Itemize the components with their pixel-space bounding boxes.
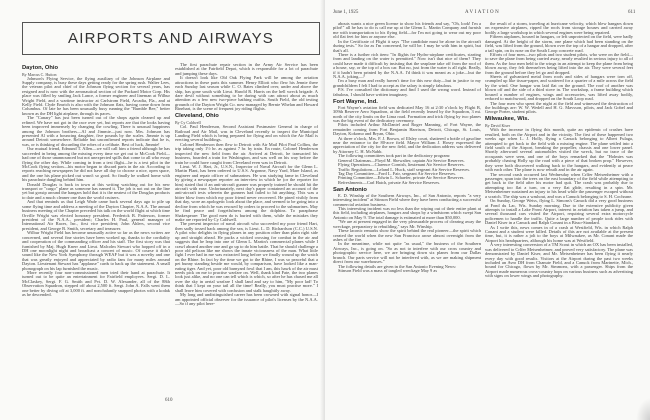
article-paragraph: General Chairman—Floyd M. Shewalter, captain Air Service Reserves. xyxy=(338,157,465,163)
article-paragraph: abouts wants a nice green license to show his friends and say, "Oh, look! I'm a pilot!" all he has to do is call me up at the Glenn L. Martin Company and furnish me with transportation to his flying field—for I'm not going to wear out my poor old flat feet for him or anyone else. xyxy=(333,22,481,40)
running-date: June 1, 1925 xyxy=(333,10,359,15)
article-paragraph: E. D. Winship of the Southern Airways, Inc., of San Antonio, reports "a very interesting incident" at Stinson Field where they have been conducting a successful commercial aviation business. xyxy=(333,192,481,207)
page-number-left: 610 xyxy=(165,398,173,403)
article-paragraph: Tag Day Committee—Ford L. Fair, sergeant Air Service Reserves. xyxy=(338,171,457,176)
article-paragraph: "We are at present engaged in the very pleasurable process of clearing away the wreckage, preparatory to rebuilding," says Mr. Winship. xyxy=(333,219,481,229)
page-corner-shadow xyxy=(636,398,650,420)
article-paragraph: Flying Operations—Clarence Cornish, lieutenant Air Service Reserves. xyxy=(338,162,465,168)
article-paragraph: In the meantime, while not quite "as usual," the business of the Southern Airways, Inc., is going on. "So as not to interfere with our cross country and photographic service here, we are bringing down six planes from our Dallas branch. Our parts service will not be interfered with, as we are making shipment direct from our warehouses." xyxy=(333,241,481,265)
article-paragraph: Wilbur Wright Field has become unusually active so far as the news writers are concerned, and several fine stories have been worked up, thanks to the cordiality and cooperation of the commanding officer and his staff. The first story was that furnished by Maj. Hugh Knerr and Lieut. Malcolm Stewart who hopped off in a DH one moonlight night and broadcast a concert of music. Of course it didn't sound like the New York Symphony through WEAF but it was a novelty and one that was greatly enjoyed and appreciated by radio fans for many miles around Dayton. Lieutenant Stewart has "applause" cards to back up the statement. A small phonograph on his lap furnished the music. xyxy=(22,230,170,271)
article-paragraph: In the Certificate of Flight it says "The candidate must be alone in the aircraft during tests." So far as I'm concerned, he will be. I may be with him in spirit, but that's all. xyxy=(333,38,481,53)
article-paragraph: Sheets of galvanized metal from roofs and sides of hangars were torn off, crumpled up like tissue-paper, and scattered for a quarter of a mile across the field by the wind. One hangar was laid flat on the ground. The roof of another was blown off and the side of a third stove in. The workshop, a frame building which housed a number of engines, wings and accessories, was lifted away bodily, reduced to matchwood, and dropped on the South Loop road. xyxy=(485,74,633,102)
article-paragraph: Col. Paul Henderson, Second Assistant Postmaster General in charge of Railroad and Air Mail, was in Cleveland recently to inspect the Municipal Landing Field which is being prepared for flying and on which the Air Mail is erecting several buildings. xyxy=(175,124,318,143)
article-paragraph: Donald Douglas is back in town at this writing watching out for his new transport or "cargo" plane as someone has named it. The job is not out on the line yet but gossip around the hangars hold that it is the neatest of the Douglas products to date and a much cleaner one than the world cruisers. xyxy=(22,181,170,200)
article-paragraph: More recently four non-commissioned men tried their hand at parachute. It turned out to be quite an entertainment for Fairfield employees. Sergt. D. L. McClaskey, Sergt. F. G. Smith and Pvt. D. W. Alexander, all of the 88th Observation Squadron, stepped off about 2,500 ft. Sergt. John A. Falls went them one better by diving off at 3,000 ft. and nonchalantly snapped photos with a kodak as he descended. xyxy=(22,270,170,298)
article-paragraph: The following details are given in the San Antonio Evening News: xyxy=(338,263,457,269)
page-number-right: 611 xyxy=(628,10,636,15)
article-paragraph: On Sunday, George Weiss, flying L. Simons's Canuck did a very good business at Fond du Lac, Wis. Sunday morning. Due to the extensive publicity given attempts to install a Lake Front Airport, interest in aviation has taken a jump, and several thousand cars visited the Airport, requiring several extra motorcycle policemen to handle the traffic. Quite a large number of people took rides with Daniel Kiser in a Canuck and Ralph Conant in a Bisso-Standard. xyxy=(485,198,633,226)
article-paragraph: The present inspector of naval aircraft who succeeded my poor friend Hart, then sadly tossed back among the sea, is Lieut. L. D. Richardson (C.C.) U.S.N. A pilot who delights in flying planes in any position other than plain right side up and straight ahead. He packs a wicked crossing for combat in the air and suggests that he leap into one of Glenn L. Martin's commercial planes while I crawl aboard another one and go up to do him battle. That he should challenge a poor old pelican like me shows the innate viciousness of the man. What little fight I ever had in me was extracted long before we finally wound up the watch on the Rhine. In fact by the time we got to the Rhine, I was so peaceful that a pet bunny standing beside me would, by comparison, have looked like a man-eating tiger. And yet, poor old barnyard fowl that I am, this hawk of the air must needs pick on me to practise warfare on. Well, thank kind Fate, the two planes look just alike, and no one can tell which is which, so after he has chased me all over the sky in aerial warfare I shall land and say to him, "My poor lad! To think that I kept on your tail all the time! Really, you must practise more." I shall leave him covered with confusion and stalk haughtily away. xyxy=(175,221,318,293)
article-paragraph: A very interesting conversion of a TM Scout in which an OX has been installed, was delivered to Crlfer Meisenheimer, and proved very satisfactory. The plane was demonstrated by Daniel Kiser, and Mr. Meisenheimer has been flying it nearly every day with good results. Visitors at the Airport during the past two weeks included an Avro DH from Chanute Field, and a Canuck from Marinette, Mich., bound for Chicago, flown by Mr. Simmons, with a passenger. Ships from the Airport made numerous cross-country hops on various business such as advertising with signs on lower wings and photography. xyxy=(485,242,633,279)
article-paragraph: Stinson Field was a mass of tangled wreckage May 9 as xyxy=(338,267,438,273)
article-paragraph: As I write this, news comes in of a crash at Westfield, Wis. in which Ralph Conant and a student were killed. Details of this are not available at the present time, but, it is rather a jolt to the boys at Milwaukee, as Mr. Conant made the Airport his headquarters, although his home was at Westfield. xyxy=(485,224,633,243)
article-paragraph: I'm a busy man and really haven't time for this new duty—but in justice to my grandchildren I felt I had to accept as the salary is simply fabulous. xyxy=(333,78,481,88)
article-paragraph: This interesting incident was no less than the wiping out of their entire plant at this field, including airplanes, hangars and shops by a windstorm which swept San Antonio on May 9. The total damage is estimated at more than $50,000. xyxy=(333,206,481,220)
article-paragraph: The four men who spent the night at the field and witnessed the destruction of the buildings are: W. W. Wedell and H. G. Mavsson, pilots, and Jack Gobel and George Porter, student pilots. xyxy=(485,100,633,115)
article-paragraph: the result of a storm, traveling at hurricane velocity, which blew hangars down on expensive airplanes, ripped the roofs from storage houses and carried away bodily a large workshop in which several engines were being repaired. xyxy=(485,22,633,35)
section-title-box xyxy=(22,22,320,55)
article-paragraph: The "Canary" has just been turned out of the shops again cleaned up and refined. We have not got in the race over yet, but reports are that the looks having been improved immensely by changing the cowling. There is unusual happiness among the Johnson brothers—Al and Jimmie—just now. Mrs. Johnson has presented Al with a bouncing daughter, five pounds by the scales. Jimmie is up around Detroit somewhere. Reliable but unconfirmed reports indicate that he is, was, or is thinking of discarding the robes of a celibate. Best of luck, Jimmie! xyxy=(22,115,170,147)
article-heading: Fort Wayne, Ind. xyxy=(333,98,378,105)
article-paragraph: Fifteen airplanes, housed in hangars, or left unprotected on the field, were badly damaged. At the height of the storm, one plane which had been standing on the field, was lifted from the ground, blown over the top of a hangar and dropped, after a tail spin, on its nose on the South Loop concrete road. xyxy=(485,34,633,53)
article-paragraph: Traffic Regulations—Leland L. Huck, staff sergeant Air Service Reserves. xyxy=(338,166,471,172)
article-heading: Dayton, Ohio xyxy=(22,64,59,71)
article-byline: By David Kiser xyxy=(485,123,511,129)
article-paragraph: At three o'clock, Mrs. F. J. Brown, of Illsley court, shattered a bottle of gasoline near the entrance to the 80-acre field. Mayor William J. Hosey expressed the appreciation of the city for the new field, and the dedication address was delivered by Attorney C. H. McNabb. xyxy=(333,135,481,154)
article-paragraph: Lieut. W. J. Hart, Jr., U.S.N., Inspector of Naval Aircraft for the Glenn L. Martin Plant, has been ordered to U.S.S. Argonne, Navy Yard, Mare Island, as engineer and repair officer of submarines. He was studying fame in Cleveland by giving a newspaper reporter an interview in which he (or the reporter for him) stated that if an anti-aircraft gunner was properly trained he should hit the aircraft with ease. Unfortunately, next day's paper contained an account of the anti-aircraft tests wherein the gunners had failed to hit anything. This was a bitter blow from which my poor friend never recovered. He pined visibly from that day, wore an apologetic look about the place, and seemed to be going into a decline from which he was rescued by orders to proceed to the submarines. May he find peace and forgetfulness among the dolphins. To paraphrase Shakespeare: The good men do is buried with them, while the mistakes they make are reported by Cy Caldwell. xyxy=(175,163,318,222)
left-page-column-2 xyxy=(175,63,318,393)
article-paragraph: Printing Committee—Edwin L. Schaefer, private Air Service Reserves. xyxy=(338,175,465,181)
article-paragraph: These laconic remarks show the spirit behind the real pioneer—the spirit which created the world when the new San Francisco arose almost overnight from the ashes of the fire. xyxy=(333,228,481,242)
article-paragraph: And that reminds us that Leigh Wade came back several days ago to pile up some flying time and address a meeting of the Dayton Chapter, N.A.A. The annual business meeting of the Chapter preceded his talk on the world flight at which time Orville Wright was elected honorary president. Frederick B. Patterson, former president of the N.A.A., president; Charles H. Paul, general manager of International Air Races, Inc., first vice president; John Ahlers, second vice president, and George B. Smith, secretary and treasurer. xyxy=(22,199,170,231)
section-title: AIRPORTS AND AIRWAYS xyxy=(68,30,274,47)
article-byline: By Cy Caldwell xyxy=(175,120,201,126)
article-paragraph: It doesn't look like Old Oak Flying Park will be among the aviation attractions in these parts this summer. Henry Elliott who flew his Jennie there each Sunday last season while C. O. Bates climbed over, under and above the ship, has gone south with Lieut. Harold R. Harris on the hell wreck brigade. A dare devil without something to be daring with can attract about as much attention as a few new two-piece bathing outfits. South Field, the old testing grounds of the Dayton Wright Co. now managed by Bernie Whelan and Howard Rinehart, is the scene of frequent joy riding flights. xyxy=(175,75,318,112)
article-paragraph: Efforts of four men—two pilots and two student pilots, who were on the field—to save the plane from being carried away, nearly resulted in serious injury to all of them. As the four men held to the wings in an attempt to keep the plane from being blown away, they felt themselves being lifted into the air. They were several feet from the ground before they let go and dropped. xyxy=(485,51,633,75)
article-paragraph: There is a further rich item: "In flights for Hydro-airplane certificates, starting from and landing on the water is permitted." Now isn't that nice of them? They could have made it difficult by insisting that the seaplane take off from the roof of a house, say, or the top of a box car. But no, just from the water is all right. Really, if it hadn't been printed by the N.A.A. I'd think it was meant as a joke—but the N.A.A. joking—? xyxy=(333,51,481,80)
right-page xyxy=(325,0,650,420)
article-paragraph: P.S. I've consulted the dictionary and find I used the wrong word. Instead of fabulous, I should have written imaginary. xyxy=(333,87,481,97)
article-byline: By Marcus C. Hutton xyxy=(22,71,57,77)
running-title: AVIATION xyxy=(465,10,501,15)
article-paragraph: Pilots included Arthur McDaniel and Roger Manning, of Fort Wayne, the remainder coming from Fort Benjamin Harrison, Detroit, Chicago, St. Louis, Dayton, Kokomo and Bryan, Ohio. xyxy=(333,122,481,137)
article-paragraph: Colonel Henderson then flew to Detroit with Air Mail Pilot Paul Collins, the trip taking only 1½ hr. as against 7 hr. by train. En route, Colonel Henderson inspected the new field from the air. Arrived at Detroit, he transacted his business, boarded a train for Washington, and was well on his way before the train he could have caught from Cleveland even was in Detroit. xyxy=(175,141,318,165)
article-paragraph: The following committees took part in the dedicatory program: xyxy=(338,153,451,159)
article-paragraph: Refreshments—Carl Hatch, private Air Service Reserves. xyxy=(338,179,441,185)
article-paragraph: With the increase in flying this month, quite an epidemic of crashes have resulted, both on the Airport and in the vicinity. The first of these happened two weeks ago when L. J. Holly, flying a Canuck belonging to Albert Fulaga, attempted to get back to the field with a missing engine. The plane settled into a field south of the Airport, breaking the propeller, chassis and one lower panel. Shortly afterward several automobiles visited the wreck, but no trace of the occupants were seen, and one of the boys remarked that the "Holmies was probably chasing Holly up the road with a piece of that broken prop." However, they were both discovered walking back to the hangars, and evidently at peace with each other. The plane is now rebuilt and in the air again. xyxy=(485,127,633,173)
article-heading: Cleveland, Ohio xyxy=(175,113,219,120)
article-paragraph: The second crash occurred last Wednesday when Crlfer Meisenheimer with a passenger, spun into the trees on the east boundary of the field while attempting to get back to the field after his motor had quit. The crash was probably due to attempting too flat a turn, on a very flat glide, resulting in a spin. Mr. Meisenheimer sustained an injury to his head while the passenger escaped without a scratch. The ship was a washout, and was a Canuck belonging to S. H. Cochrane. xyxy=(485,171,633,199)
article-paragraph: Our mutual friend, Edmund T. Allen—we will call him a friend although he has succeeded in being among the missing every time we get out to McCook Field—had one of those unannounced but not unexpected spills that come to all who essay flying the other day. While coming in from a test flight—he is a test pilot in the McCook flying section—his motor began to discard parts in the air. According to reports reaching newspapers he did not have all day to choose a nice, open space, and the one his plane picked out wasn't so good. So finally he walked home with his parachute dangling behind him. xyxy=(22,146,170,183)
article-paragraph: Fort Wayne's aviation field was dedicated May 16 at 2:30 o'clock by Flight B, 309th Reserve Aero Squadron, at the field recently leased by the Squadron, 3 mi. north of the city limits on the Lima road. Formation and trick flying by two planes was the big event of the dedicatory ceremony. xyxy=(333,104,481,123)
article-paragraph: My long and undistinguished career has been crowned with signal honor—I am appointed official observer for the issuance of pilot's licenses by the N.A.A.—So if any pilot here- xyxy=(175,292,318,307)
article-heading: San Antonio xyxy=(333,186,367,193)
right-page-column-2 xyxy=(485,22,633,395)
article-heading: Milwaukee, Wis. xyxy=(485,116,530,123)
right-page-column-1 xyxy=(333,22,481,395)
article-paragraph: The first parachute repair section in the Army Air Service has been established at the Fairfield Depot, which is responsible for a lot of parachute and jumping these days. xyxy=(175,63,318,76)
article-paragraph: Johnson's Flying Service, the flying auxiliary of the Johnson Airplane and Supply company, is busy these days getting ready for the spring rush. Walter Lees, the veteran pilot and chief of the Johnson flying section for several years, has resigned and is now with the aeronautical section of the Packard Motor Corp. His place was filled by smiling Jack Lance, a former engineer and lineman at Wilbur Wright Field, and a wartime instructor at Carlstrom Field, Arcadia, Fla., and at Kelly Field. Clyde Emrich is also with the Johnson flats, having come down from Columbus. Of late he has been unusually busy running the "Bumble Bee," better known as the DH light airplane, through its paces. xyxy=(22,75,170,116)
left-page-column-1 xyxy=(22,63,170,393)
